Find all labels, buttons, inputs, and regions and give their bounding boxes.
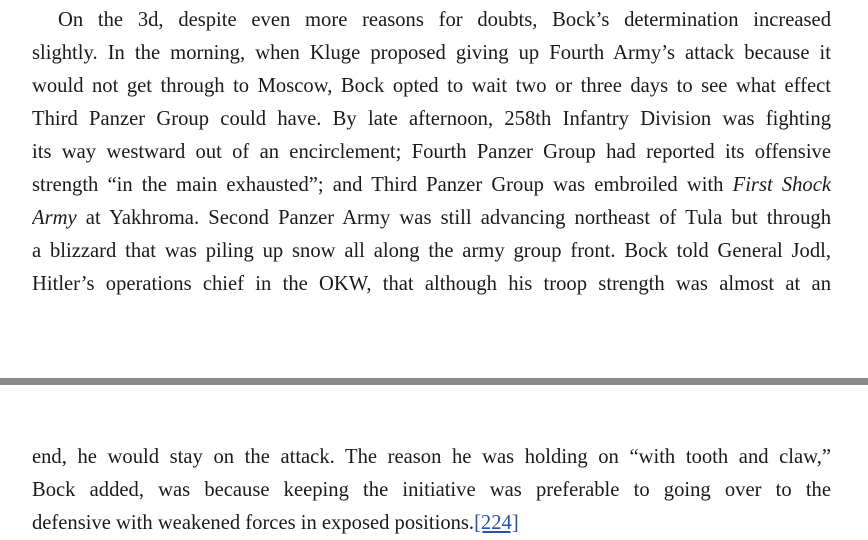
text-line: would not get through to Moscow, Bock opted to wait two or three days to see what effect: [32, 75, 831, 97]
paragraph-top: [32, 4, 831, 301]
text-line: [32, 507, 831, 540]
text-line: [32, 169, 831, 202]
text-line: On the 3d, despite even more reasons for doubts, Bock’s determination increased: [58, 9, 831, 31]
text-line: Third Panzer Group could have. By late afternoon, 258th Infantry Division was fighting: [32, 108, 831, 130]
text-line: Bock added, was because keeping the initiative was preferable to going over to the: [32, 479, 831, 501]
text-line: a blizzard that was piling up snow all along the army group front. Bock told General Jodl,: [32, 240, 831, 262]
footnote-link[interactable]: [224]: [474, 512, 519, 534]
text-line: its way westward out of an encirclement; Fourth Panzer Group had reported its offensive: [32, 141, 831, 163]
text-run: defensive with weakened forces in exposed positions.: [32, 512, 475, 534]
page-divider: [0, 378, 868, 385]
italic-unit-name: Army: [32, 207, 77, 229]
italic-unit-name: First Shock: [732, 174, 831, 196]
text-line: Hitler’s operations chief in the OKW, that although his troop strength was almost at an: [32, 273, 831, 295]
text-run: at Yakhroma. Second Panzer Army was still advancing northeast of Tula but through: [76, 207, 831, 229]
text-line: slightly. In the morning, when Kluge proposed giving up Fourth Army’s attack because it: [32, 42, 831, 64]
text-line: [32, 202, 831, 235]
paragraph-bottom: [32, 441, 831, 540]
text-line: end, he would stay on the attack. The reason he was holding on “with tooth and claw,”: [32, 446, 831, 468]
text-run: strength “in the main exhausted”; and Third Panzer Group was embroiled with: [32, 174, 733, 196]
